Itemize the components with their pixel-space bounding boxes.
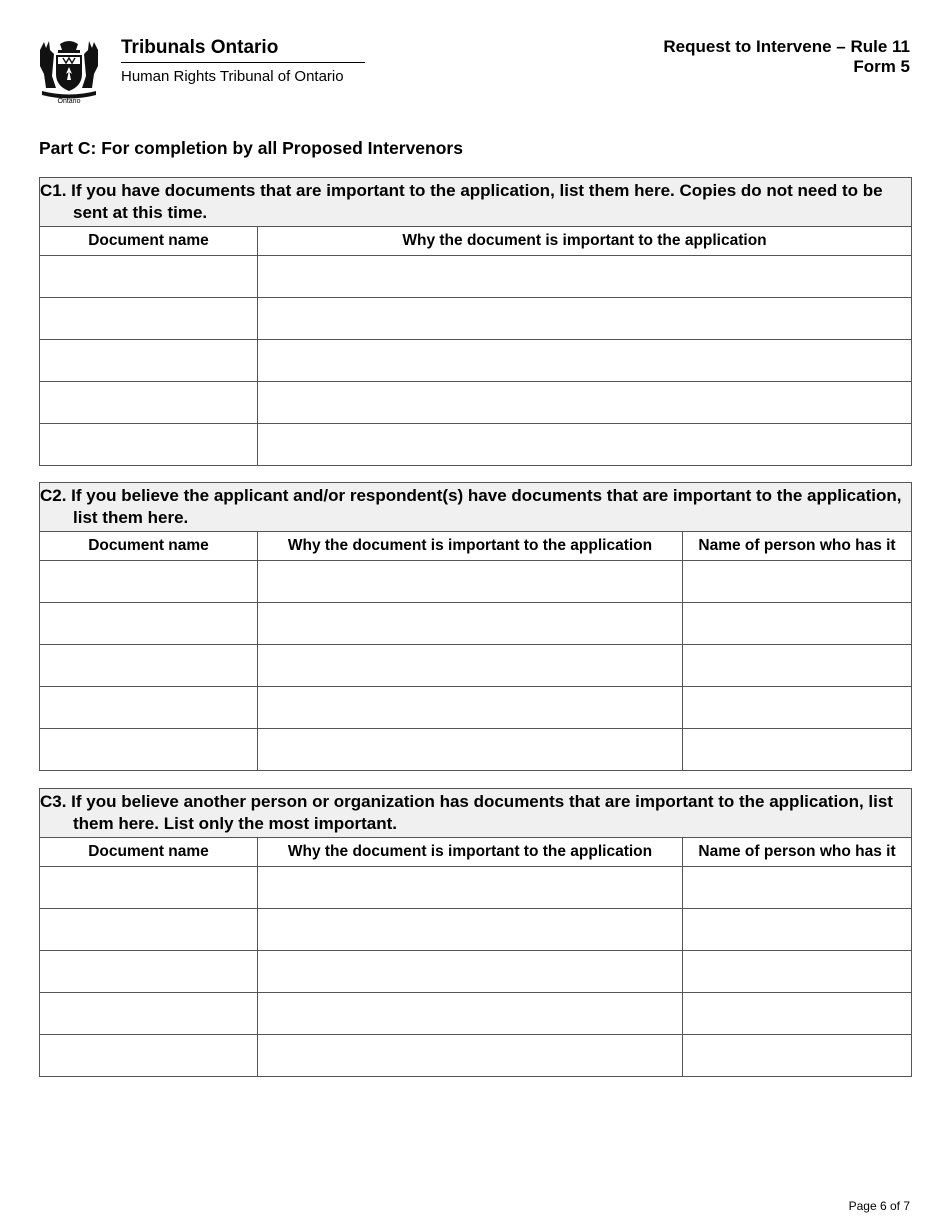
importance-field[interactable]	[258, 561, 683, 603]
column-header: Document name	[40, 227, 258, 256]
section-c2	[39, 482, 911, 771]
ontario-coat-of-arms-icon	[36, 36, 102, 104]
column-header: Document name	[40, 838, 258, 867]
holder-name-field[interactable]	[683, 645, 912, 687]
column-header: Why the document is important to the application	[258, 227, 912, 256]
form-title-line2: Form 5	[853, 57, 910, 76]
page-number: Page 6 of 7	[848, 1199, 910, 1213]
table-row	[40, 298, 912, 340]
column-header: Name of person who has it	[683, 532, 912, 561]
importance-field[interactable]	[258, 603, 683, 645]
document-name-field[interactable]	[40, 424, 258, 466]
table-row	[40, 1035, 912, 1077]
holder-name-field[interactable]	[683, 687, 912, 729]
c1-question: C1. If you have documents that are important to the application, list them here. Copies do not need to be sent at this time.	[40, 178, 912, 227]
table-row	[40, 561, 912, 603]
table-row	[40, 951, 912, 993]
org-subname: Human Rights Tribunal of Ontario	[121, 68, 344, 85]
table-row	[40, 645, 912, 687]
document-name-field[interactable]	[40, 256, 258, 298]
document-name-field[interactable]	[40, 729, 258, 771]
importance-field[interactable]	[258, 909, 683, 951]
column-header: Why the document is important to the application	[258, 532, 683, 561]
section-c1	[39, 177, 911, 466]
document-name-field[interactable]	[40, 645, 258, 687]
importance-field[interactable]	[258, 340, 912, 382]
importance-field[interactable]	[258, 645, 683, 687]
table-row	[40, 424, 912, 466]
form-title	[663, 37, 910, 77]
column-header: Document name	[40, 532, 258, 561]
document-name-field[interactable]	[40, 1035, 258, 1077]
document-name-field[interactable]	[40, 909, 258, 951]
holder-name-field[interactable]	[683, 993, 912, 1035]
document-name-field[interactable]	[40, 603, 258, 645]
importance-field[interactable]	[258, 867, 683, 909]
importance-field[interactable]	[258, 424, 912, 466]
column-header: Name of person who has it	[683, 838, 912, 867]
holder-name-field[interactable]	[683, 909, 912, 951]
importance-field[interactable]	[258, 382, 912, 424]
document-name-field[interactable]	[40, 951, 258, 993]
table-row	[40, 867, 912, 909]
holder-name-field[interactable]	[683, 867, 912, 909]
table-row	[40, 909, 912, 951]
holder-name-field[interactable]	[683, 729, 912, 771]
table-row	[40, 993, 912, 1035]
section-c3	[39, 788, 911, 1077]
holder-name-field[interactable]	[683, 1035, 912, 1077]
document-name-field[interactable]	[40, 867, 258, 909]
holder-name-field[interactable]	[683, 951, 912, 993]
table-row	[40, 729, 912, 771]
c2-question: C2. If you believe the applicant and/or respondent(s) have documents that are important to the application, list them here.	[40, 483, 912, 532]
c2-table	[39, 482, 912, 771]
document-name-field[interactable]	[40, 382, 258, 424]
form-title-line1: Request to Intervene – Rule 11	[663, 37, 910, 56]
table-row	[40, 340, 912, 382]
c1-table	[39, 177, 912, 466]
importance-field[interactable]	[258, 951, 683, 993]
document-name-field[interactable]	[40, 993, 258, 1035]
document-name-field[interactable]	[40, 298, 258, 340]
importance-field[interactable]	[258, 993, 683, 1035]
org-name: Tribunals Ontario	[121, 37, 279, 58]
document-name-field[interactable]	[40, 561, 258, 603]
holder-name-field[interactable]	[683, 561, 912, 603]
part-heading: Part C: For completion by all Proposed Intervenors	[39, 138, 463, 158]
c3-question: C3. If you believe another person or organization has documents that are important to the application, list them here. List only the most important.	[40, 789, 912, 838]
table-row	[40, 256, 912, 298]
document-name-field[interactable]	[40, 687, 258, 729]
svg-text:Ontario: Ontario	[57, 98, 81, 104]
holder-name-field[interactable]	[683, 603, 912, 645]
document-name-field[interactable]	[40, 340, 258, 382]
c3-table	[39, 788, 912, 1077]
importance-field[interactable]	[258, 1035, 683, 1077]
importance-field[interactable]	[258, 729, 683, 771]
importance-field[interactable]	[258, 298, 912, 340]
table-row	[40, 687, 912, 729]
importance-field[interactable]	[258, 256, 912, 298]
column-header: Why the document is important to the application	[258, 838, 683, 867]
table-row	[40, 603, 912, 645]
org-divider	[121, 62, 365, 63]
importance-field[interactable]	[258, 687, 683, 729]
table-row	[40, 382, 912, 424]
